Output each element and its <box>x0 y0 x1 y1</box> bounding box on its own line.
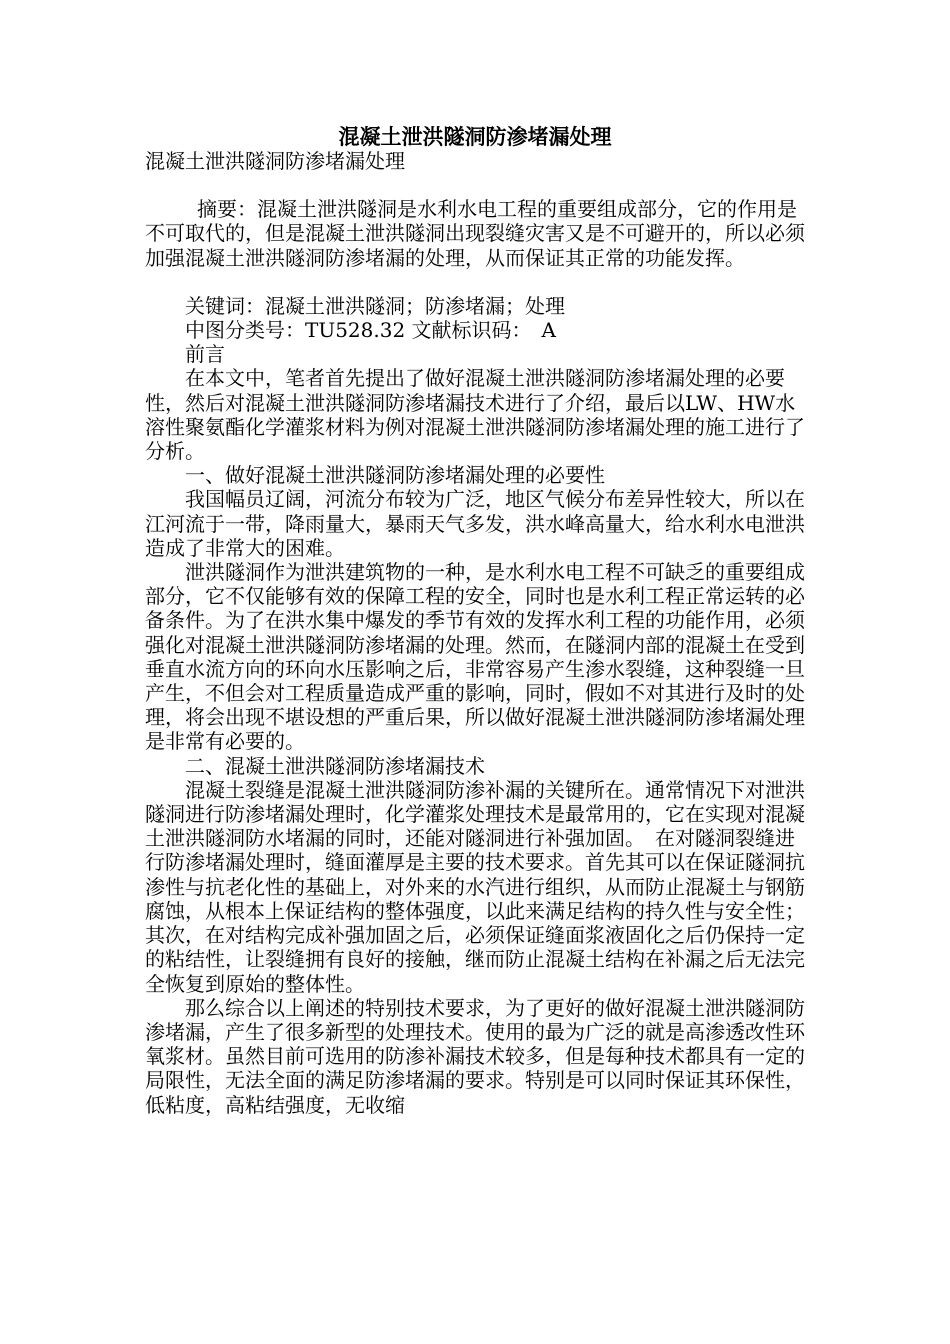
intro-paragraph: 在本文中，笔者首先提出了做好混凝土泄洪隧洞防渗堵漏处理的必要性，然后对混凝土泄洪隧洞防渗堵漏技术进行了介绍，最后以LW、HW水溶性聚氨酯化学灌浆材料为例对混凝土泄洪隧洞防渗堵漏处理的施工进行了分析。 <box>145 366 805 464</box>
preface-heading: 前言 <box>185 342 225 367</box>
body-paragraph: 那么综合以上阐述的特别技术要求，为了更好的做好混凝土泄洪隧洞防渗堵漏，产生了很多新型的处理技术。使用的最为广泛的就是高渗透改性环氧浆材。虽然目前可选用的防渗补漏技术较多，但是每种技术都具有一定的局限性，无法全面的满足防渗堵漏的要求。特别是可以同时保证其环保性，低粘度，高粘结强度，无收缩 <box>145 995 805 1117</box>
spacer <box>145 173 810 197</box>
section-heading-1: 一、做好混凝土泄洪隧洞防渗堵漏处理的必要性 <box>185 463 605 488</box>
abstract-paragraph: 摘要：混凝土泄洪隧洞是水利水电工程的重要组成部分，它的作用是不可取代的，但是混凝土泄洪隧洞出现裂缝灾害又是不可避开的，所以必须加强混凝土泄洪隧洞防渗堵漏的处理，从而保证其正常的功能发挥。 <box>145 197 805 270</box>
body-paragraph: 我国幅员辽阔，河流分布较为广泛，地区气候分布差异性较大，所以在江河流于一带，降雨量大，暴雨天气多发，洪水峰高量大，给水利水电泄洪造成了非常大的困难。 <box>145 487 805 560</box>
classification-line: 中图分类号：TU528.32 文献标识码： A <box>185 318 556 343</box>
document-body <box>145 149 810 1117</box>
document-subtitle: 混凝土泄洪隧洞防渗堵漏处理 <box>145 149 405 173</box>
keywords-line: 关键词：混凝土泄洪隧洞；防渗堵漏；处理 <box>185 293 565 318</box>
spacer <box>145 270 810 294</box>
section-heading-2: 二、混凝土泄洪隧洞防渗堵漏技术 <box>185 753 485 778</box>
body-paragraph: 混凝土裂缝是混凝土泄洪隧洞防渗补漏的关键所在。通常情况下对泄洪隧洞进行防渗堵漏处理时，化学灌浆处理技术是最常用的，它在实现对混凝土泄洪隧洞防水堵漏的同时，还能对隧洞进行补强加固。 在对隧洞裂缝进行防渗堵漏处理时，缝面灌厚是主要的技术要求。首先其可以在保证隧洞抗渗性与抗老化性的基础上，对外来的水汽进行组织，从而防止混凝土与钢筋腐蚀，从根本上保证结构的整体强度，以此来满足结构的持久性与安全性；其次，在对结构完成补强加固之后，必须保证缝面浆液固化之后仍保持一定的粘结性，让裂缝拥有良好的接触，继而防止混凝土结构在补漏之后无法完全恢复到原始的整体性。 <box>145 777 805 996</box>
body-paragraph: 泄洪隧洞作为泄洪建筑物的一种，是水利水电工程不可缺乏的重要组成部分，它不仅能够有效的保障工程的安全，同时也是水利工程正常运转的必备条件。为了在洪水集中爆发的季节有效的发挥水利工程的功能作用，必须强化对混凝土泄洪隧洞防渗堵漏的处理。然而，在隧洞内部的混凝土在受到垂直水流方向的环向水压影响之后，非常容易产生渗水裂缝，这种裂缝一旦产生，不但会对工程质量造成严重的影响，同时，假如不对其进行及时的处理，将会出现不堪设想的严重后果，所以做好混凝土泄洪隧洞防渗堵漏处理是非常有必要的。 <box>145 560 805 754</box>
document-title: 混凝土泄洪隧洞防渗堵漏处理 <box>338 124 612 149</box>
